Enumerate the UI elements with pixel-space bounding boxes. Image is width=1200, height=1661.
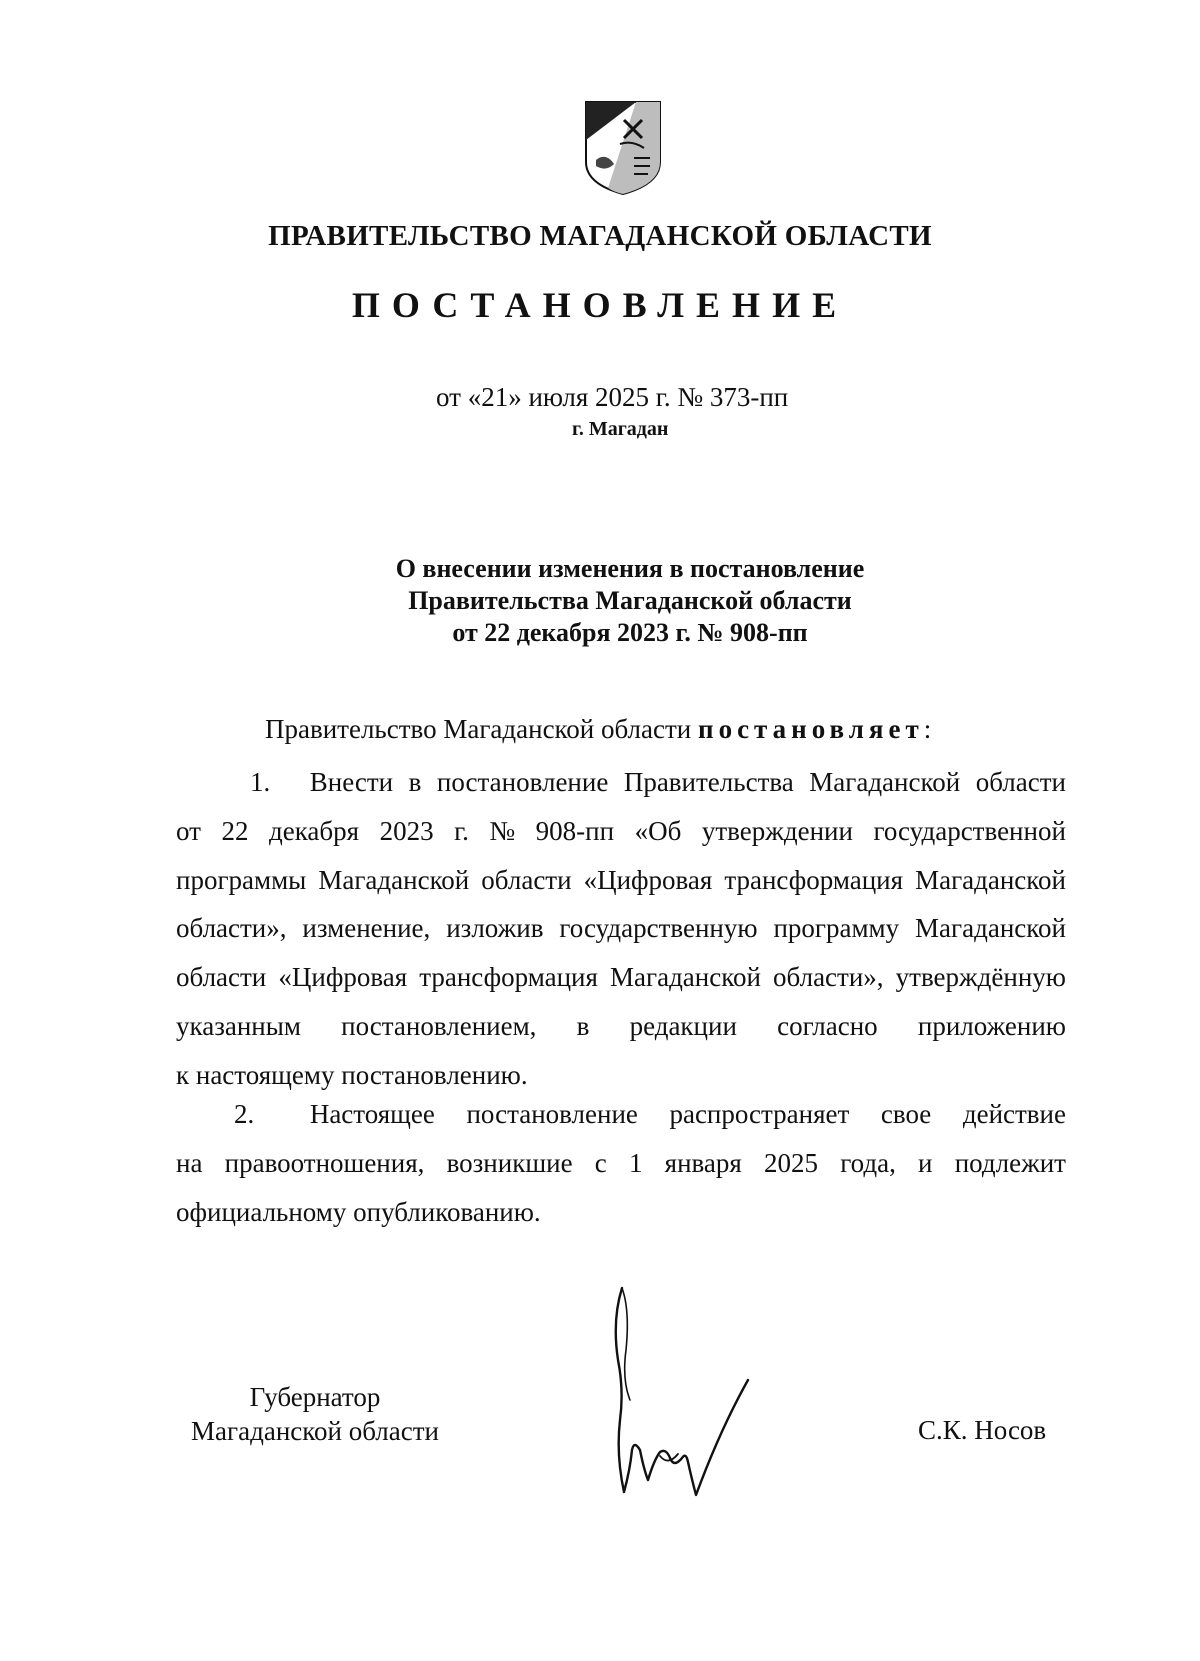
paragraph-1 <box>176 758 1066 1100</box>
paragraph-line: от 22 декабря 2023 г. № 908-пп «Об утверждении государственной <box>176 815 1066 846</box>
document-place: г. Магадан <box>572 418 669 440</box>
handwritten-signature <box>600 1280 800 1510</box>
paragraph-number: 2. <box>234 1099 255 1129</box>
coat-of-arms-icon <box>584 100 662 196</box>
paragraph-line: программы Магаданской области «Цифровая трансформация Магаданской <box>176 864 1066 895</box>
signatory-position-line: Губернатор <box>249 1382 381 1412</box>
subject-line: от 22 декабря 2023 г. № 908-пп <box>452 618 808 647</box>
signatory-position <box>180 1380 450 1448</box>
paragraph-line: официальному опубликованию. <box>176 1196 541 1227</box>
subject-line: О внесении изменения в постановление <box>395 554 865 583</box>
preamble-colon: : <box>923 714 932 744</box>
document-date-number: от «21» июля 2025 г. № 373-пп <box>436 382 789 412</box>
signatory-name: С.К. Носов <box>918 1415 1047 1445</box>
paragraph-line: 1. Внести в постановление Правительства Магаданской области <box>176 758 1066 807</box>
signatory-position-line: Магаданской области <box>191 1416 439 1446</box>
document-subject <box>0 553 1200 649</box>
preamble <box>265 714 931 745</box>
paragraph-line: области «Цифровая трансформация Магаданской области», утверждённую <box>176 962 1066 993</box>
preamble-verb: постановляет <box>698 714 924 744</box>
paragraph-line: указанным постановлением, в редакции согласно приложению <box>176 1010 1066 1041</box>
preamble-text: Правительство Магаданской области <box>265 714 692 744</box>
government-title: ПРАВИТЕЛЬСТВО МАГАДАНСКОЙ ОБЛАСТИ <box>268 220 932 252</box>
paragraph-2 <box>176 1090 1066 1236</box>
paragraph-line: к настоящему постановлению. <box>176 1059 528 1090</box>
document-type: ПОСТАНОВЛЕНИЕ <box>351 285 849 325</box>
paragraph-number: 1. <box>250 767 271 797</box>
paragraph-line: 2. Настоящее постановление распространяет свое действие <box>176 1090 1066 1139</box>
subject-line: Правительства Магаданской области <box>408 586 852 615</box>
paragraph-line: на правоотношения, возникшие с 1 января 2025 года, и подлежит <box>176 1147 1066 1178</box>
paragraph-line: области», изменение, изложив государственную программу Магаданской <box>176 913 1066 944</box>
